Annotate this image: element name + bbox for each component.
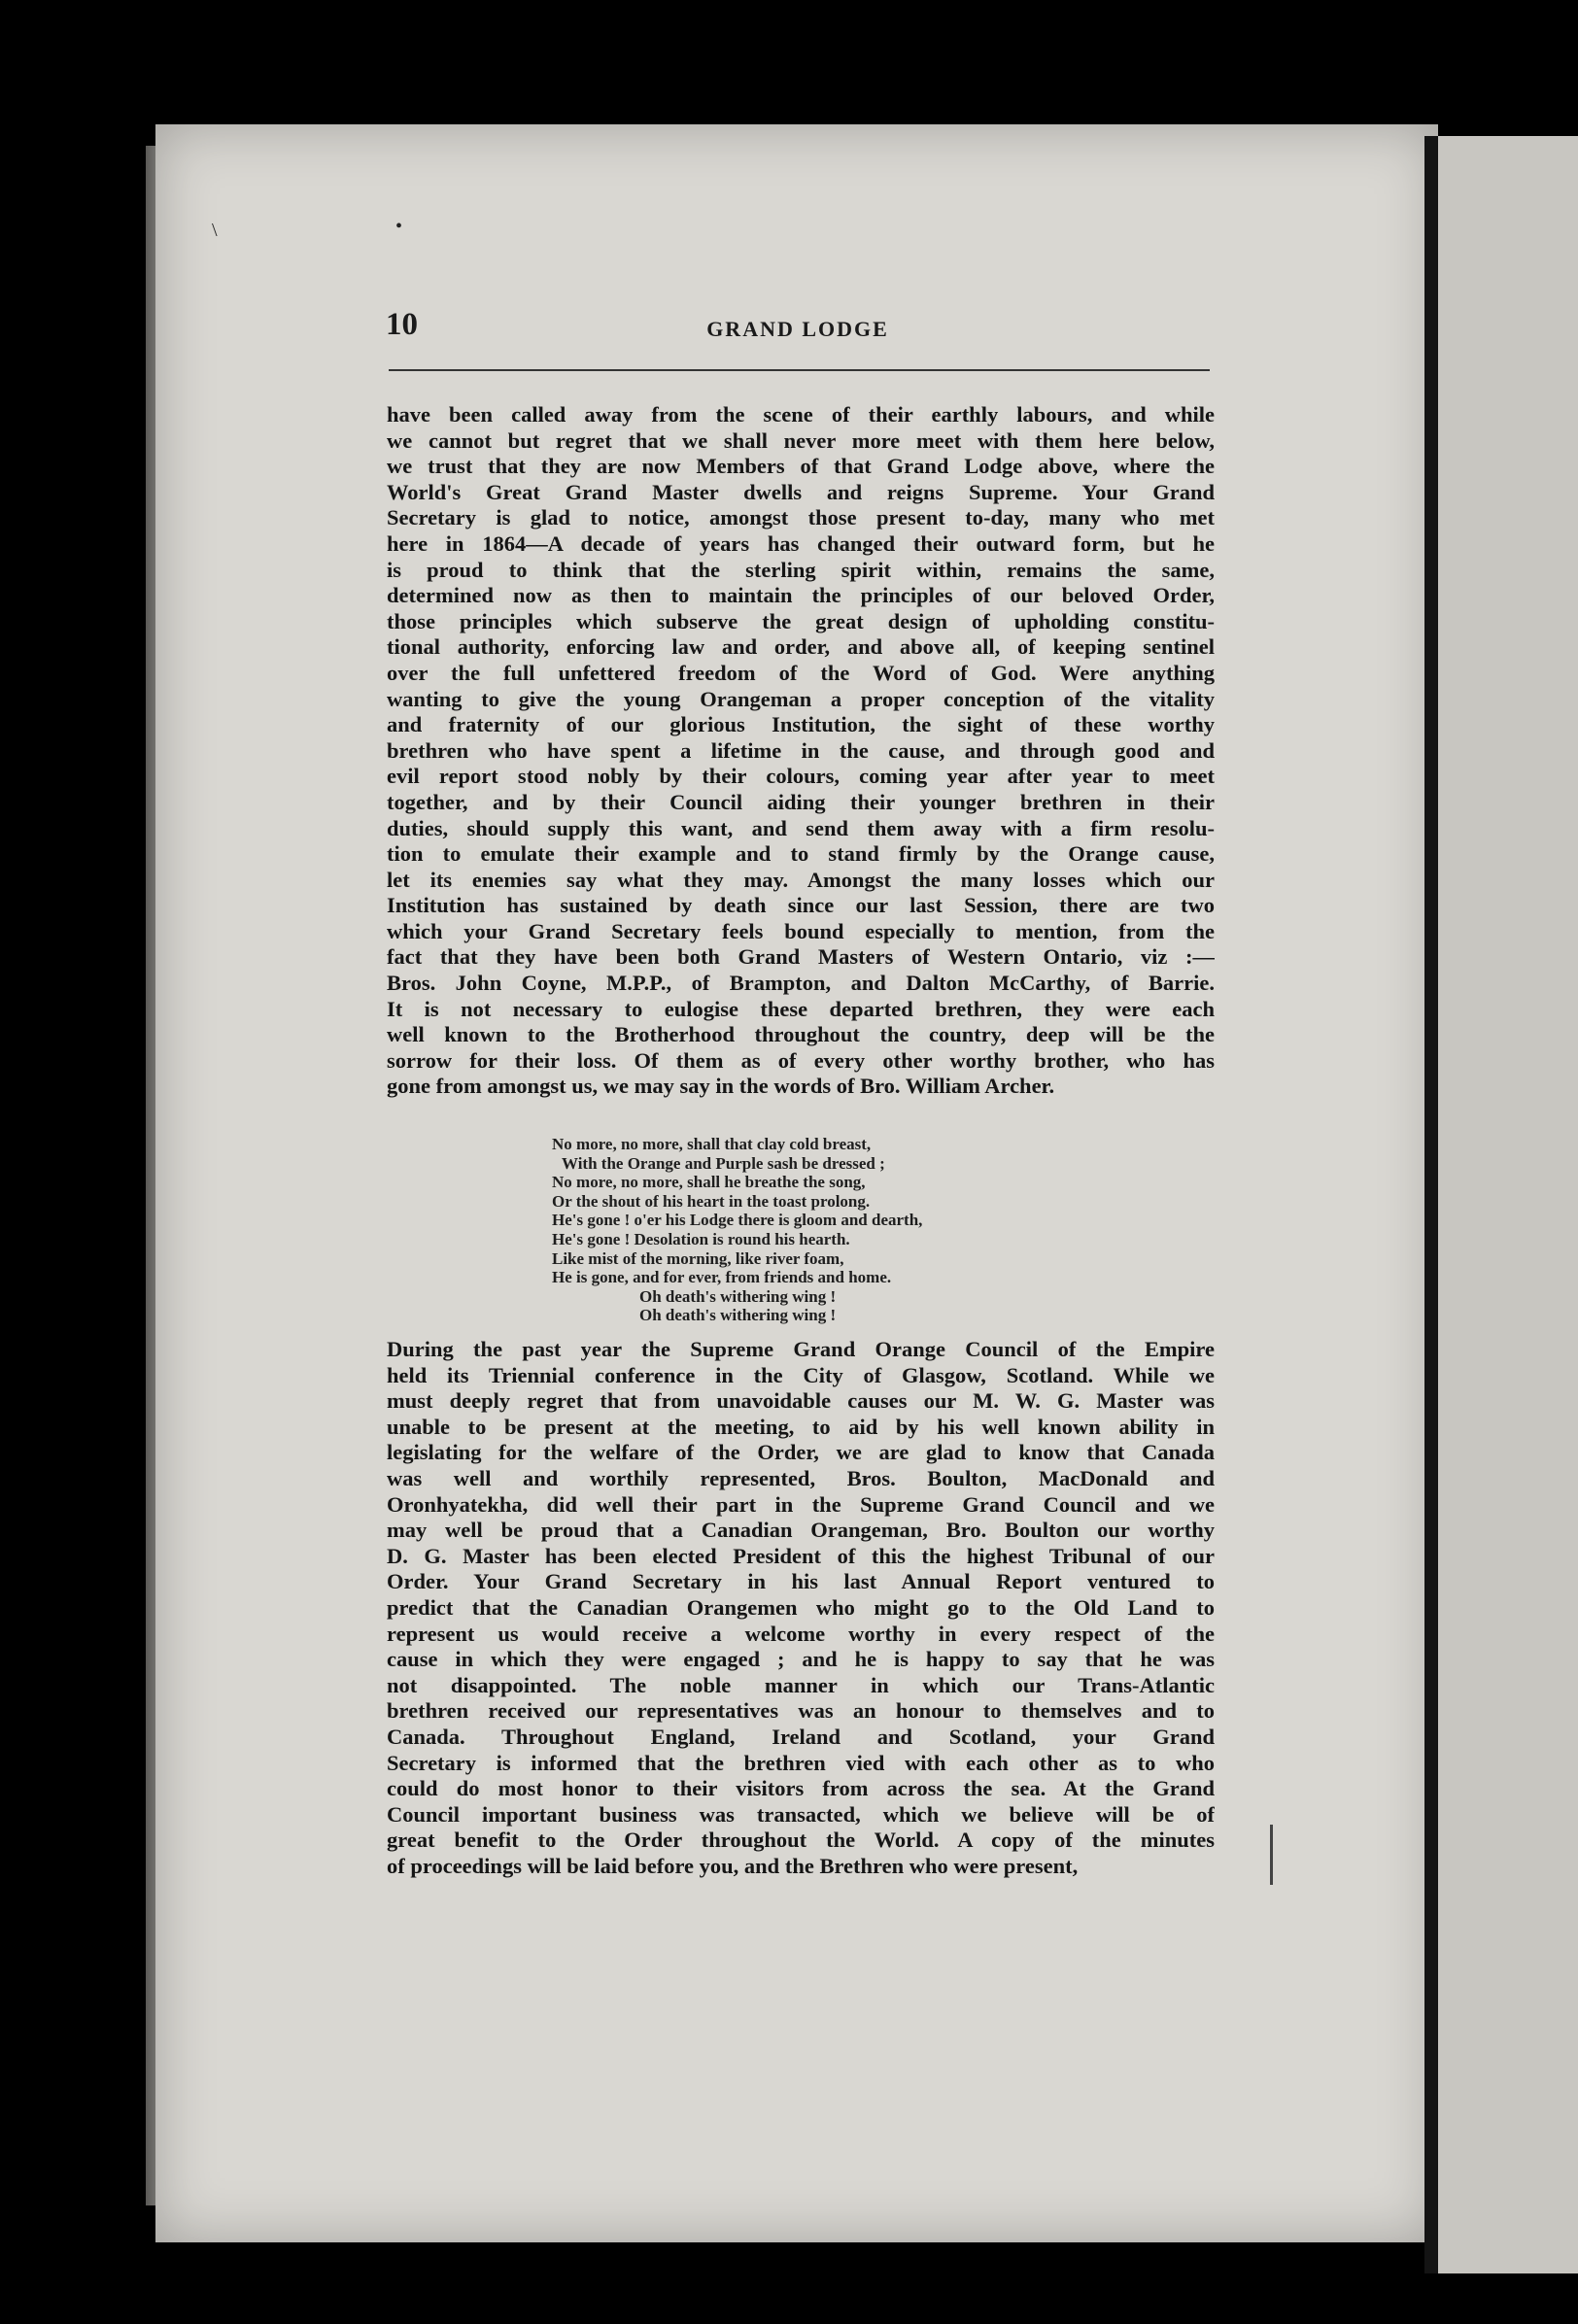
header-rule (389, 369, 1210, 371)
poem-quote (552, 1135, 1096, 1325)
text-line: wanting to give the young Orangeman a proper conception of the vitality (387, 686, 1215, 711)
paragraph-2 (387, 1337, 1215, 1879)
poem-line: With the Orange and Purple sash be dressed ; (562, 1153, 885, 1173)
text-line: Bros. John Coyne, M.P.P., of Brampton, and Dalton McCarthy, of Barrie. (387, 971, 1215, 996)
text-line: together, and by their Council aiding their younger brethren in their (387, 789, 1215, 814)
running-head (386, 307, 1210, 361)
poem-line: He is gone, and for ever, from friends and home. (552, 1268, 892, 1287)
text-line: well known to the Brotherhood throughout the country, deep will be the (387, 1022, 1215, 1047)
speck-mark: \ (212, 220, 218, 241)
poem-line: He's gone ! o'er his Lodge there is gloom and dearth, (552, 1211, 923, 1230)
margin-mark (1270, 1825, 1273, 1885)
text-line: fact that they have been both Grand Masters of Western Ontario, viz :— (387, 944, 1215, 970)
text-line: Order. Your Grand Secretary in his last Annual Report ventured to (387, 1569, 1215, 1594)
text-line: of proceedings will be laid before you, and the Brethren who were present, (387, 1853, 1079, 1878)
text-line: It is not necessary to eulogise these departed brethren, they were each (387, 996, 1215, 1021)
text-line: tional authority, enforcing law and order, and above all, of keeping sentinel (387, 634, 1215, 660)
text-line: tion to emulate their example and to stand firmly by the Orange cause, (387, 841, 1215, 867)
book-gutter (1424, 136, 1438, 2273)
text-line: which your Grand Secretary feels bound especially to mention, from the (387, 918, 1215, 943)
text-line: Institution has sustained by death since our last Session, there are two (387, 893, 1215, 918)
text-line: was well and worthily represented, Bros. Boulton, MacDonald and (387, 1465, 1215, 1490)
text-line: World's Great Grand Master dwells and reigns Supreme. Your Grand (387, 479, 1215, 504)
text-line: represent us would receive a welcome worthy in every respect of the (387, 1621, 1215, 1646)
poem-line: Oh death's withering wing ! (639, 1286, 837, 1306)
facing-page-edge (1438, 136, 1578, 2273)
text-line: Secretary is informed that the brethren vied with each other as to who (387, 1750, 1215, 1775)
text-line: duties, should supply this want, and send them away with a firm resolu- (387, 815, 1215, 840)
text-line: Council important business was transacted, which we believe will be of (387, 1801, 1215, 1827)
text-line: could do most honor to their visitors from across the sea. At the Grand (387, 1776, 1215, 1801)
text-line: Secretary is glad to notice, amongst those present to-day, many who met (387, 505, 1215, 530)
text-line: legislating for the welfare of the Order, we are glad to know that Canada (387, 1440, 1215, 1465)
poem-line: Oh death's withering wing ! (639, 1306, 837, 1325)
text-line: Canada. Throughout England, Ireland and Scotland, your Grand (387, 1724, 1215, 1749)
text-line: Oronhyatekha, did well their part in the Supreme Grand Council and we (387, 1491, 1215, 1517)
text-line: held its Triennial conference in the City of Glasgow, Scotland. While we (387, 1362, 1215, 1387)
text-line: not disappointed. The noble manner in which our Trans-Atlantic (387, 1672, 1215, 1697)
text-line: we cannot but regret that we shall never more meet with them here below, (387, 427, 1215, 453)
text-line: must deeply regret that from unavoidable causes our M. W. G. Master was (387, 1388, 1215, 1414)
text-line: let its enemies say what they may. Amongst the many losses which our (387, 867, 1215, 892)
text-line: over the full unfettered freedom of the Word of God. Were anything (387, 660, 1215, 685)
text-line: cause in which they were engaged ; and he is happy to say that he was (387, 1647, 1215, 1672)
poem-line: Or the shout of his heart in the toast prolong. (552, 1191, 871, 1211)
poem-line: No more, no more, shall that clay cold breast, (552, 1135, 872, 1153)
poem-line: Like mist of the morning, like river foam, (552, 1248, 844, 1268)
poem-line: He's gone ! Desolation is round his hearth. (552, 1229, 850, 1248)
page-number: 10 (386, 307, 418, 342)
text-line: may well be proud that a Canadian Orangeman, Bro. Boulton our worthy (387, 1518, 1215, 1543)
text-line: and fraternity of our glorious Institution, the sight of these worthy (387, 712, 1215, 737)
text-line: During the past year the Supreme Grand Orange Council of the Empire (387, 1337, 1215, 1361)
running-title: GRAND LODGE (706, 317, 889, 341)
text-line: unable to be present at the meeting, to aid by his well known ability in (387, 1414, 1215, 1439)
text-line: brethren who have spent a lifetime in the cause, and through good and (387, 737, 1215, 763)
paragraph-1 (387, 402, 1215, 1100)
text-line: brethren received our representatives was an honour to themselves and to (387, 1698, 1215, 1724)
text-line: we trust that they are now Members of that Grand Lodge above, where the (387, 454, 1215, 479)
text-line: D. G. Master has been elected President of this the highest Tribunal of our (387, 1543, 1215, 1568)
text-line: sorrow for their loss. Of them as of every other worthy brother, who has (387, 1047, 1215, 1073)
text-line: those principles which subserve the great design of upholding constitu- (387, 608, 1215, 633)
text-line: have been called away from the scene of their earthly labours, and while (387, 402, 1215, 427)
text-line: is proud to think that the sterling spirit within, remains the same, (387, 557, 1215, 582)
poem-line: No more, no more, shall he breathe the song, (552, 1173, 866, 1192)
text-line: here in 1864—A decade of years has changed their outward form, but he (387, 530, 1215, 556)
speck-mark: • (395, 216, 403, 237)
text-line: predict that the Canadian Orangemen who might go to the Old Land to (387, 1594, 1215, 1620)
text-line: great benefit to the Order throughout the World. A copy of the minutes (387, 1828, 1215, 1853)
text-line: determined now as then to maintain the principles of our beloved Order, (387, 583, 1215, 608)
text-line: evil report stood nobly by their colours, coming year after year to meet (387, 764, 1215, 789)
text-line: gone from amongst us, we may say in the words of Bro. William Archer. (387, 1074, 1055, 1099)
